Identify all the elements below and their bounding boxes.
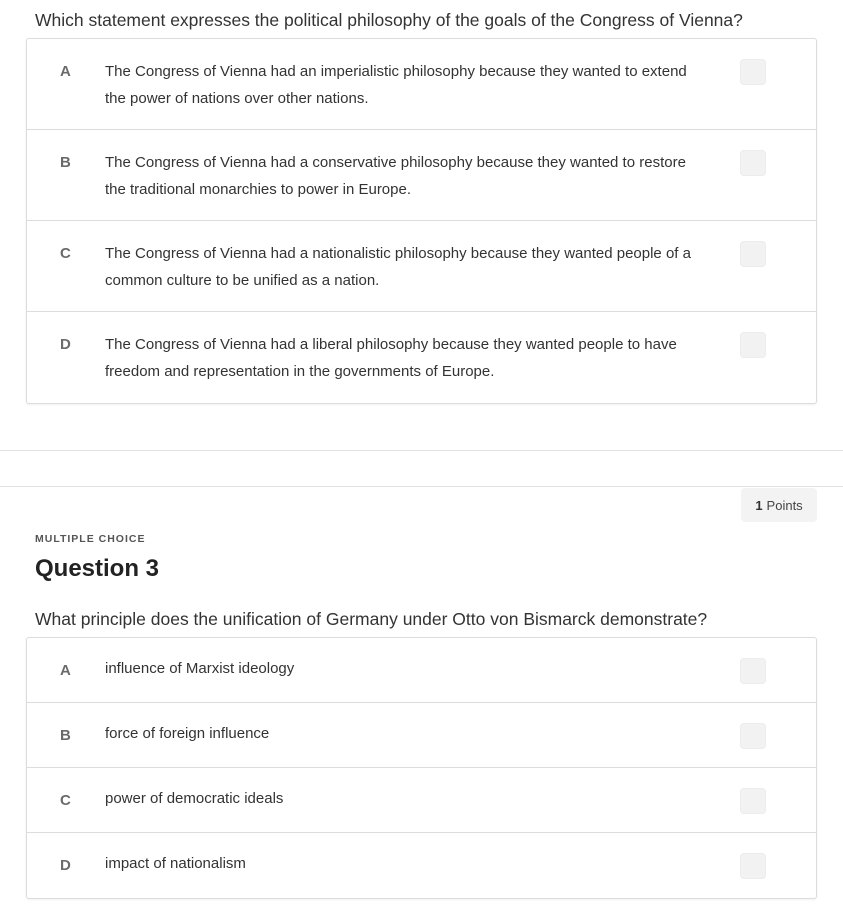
choice-checkbox[interactable] [740, 853, 766, 879]
section-divider [0, 486, 843, 487]
q2-choice-d[interactable] [27, 312, 816, 403]
choice-text: force of foreign influence [105, 725, 270, 742]
choice-text-line: The Congress of Vienna had a conservative philosophy because they wanted to restore [105, 154, 686, 171]
choice-checkbox[interactable] [740, 658, 766, 684]
choice-checkbox[interactable] [740, 788, 766, 814]
q2-choice-c[interactable] [27, 221, 816, 312]
choice-text [105, 331, 731, 385]
choice-text [105, 240, 731, 294]
choice-text [105, 58, 731, 112]
choice-letter: B [60, 727, 71, 744]
choice-checkbox[interactable] [740, 150, 766, 176]
choice-text-line: The Congress of Vienna had an imperialistic philosophy because they wanted to extend [105, 63, 687, 80]
choice-text-line: common culture to be unified as a nation. [105, 272, 380, 289]
choice-letter: D [60, 857, 71, 874]
section-divider [0, 450, 843, 451]
choice-text: impact of nationalism [105, 855, 246, 872]
q3-choice-a[interactable] [27, 638, 816, 703]
choice-letter: D [60, 336, 71, 353]
question-2-choices [26, 38, 817, 404]
q3-choice-d[interactable] [27, 833, 816, 898]
question-3-choices [26, 637, 817, 899]
choice-checkbox[interactable] [740, 723, 766, 749]
choice-text [105, 149, 731, 203]
q3-choice-b[interactable] [27, 703, 816, 768]
choice-text: power of democratic ideals [105, 790, 284, 807]
question-title: Question 3 [35, 555, 160, 582]
question-2-prompt: Which statement expresses the political philosophy of the goals of the Congress of Vienna? [35, 10, 743, 30]
choice-text-line: The Congress of Vienna had a liberal philosophy because they wanted people to have [105, 336, 677, 353]
question-3-prompt: What principle does the unification of Germany under Otto von Bismarck demonstrate? [35, 609, 708, 629]
choice-letter: A [60, 63, 71, 80]
q3-choice-c[interactable] [27, 768, 816, 833]
choice-text-line: the traditional monarchies to power in Europe. [105, 181, 412, 198]
choice-text-line: freedom and representation in the governments of Europe. [105, 363, 495, 380]
choice-checkbox[interactable] [740, 241, 766, 267]
choice-text-line: the power of nations over other nations. [105, 90, 369, 107]
choice-checkbox[interactable] [740, 59, 766, 85]
points-value: 1 [755, 497, 763, 513]
choice-letter: B [60, 154, 71, 171]
points-badge [741, 488, 817, 522]
points-label: Points [766, 497, 803, 513]
choice-letter: A [60, 662, 71, 679]
choice-checkbox[interactable] [740, 332, 766, 358]
choice-text-line: The Congress of Vienna had a nationalistic philosophy because they wanted people of a [105, 245, 691, 262]
q2-choice-a[interactable] [27, 39, 816, 130]
question-type-label: MULTIPLE CHOICE [35, 533, 146, 545]
q2-choice-b[interactable] [27, 130, 816, 221]
choice-letter: C [60, 245, 71, 262]
choice-letter: C [60, 792, 71, 809]
choice-text: influence of Marxist ideology [105, 660, 295, 677]
